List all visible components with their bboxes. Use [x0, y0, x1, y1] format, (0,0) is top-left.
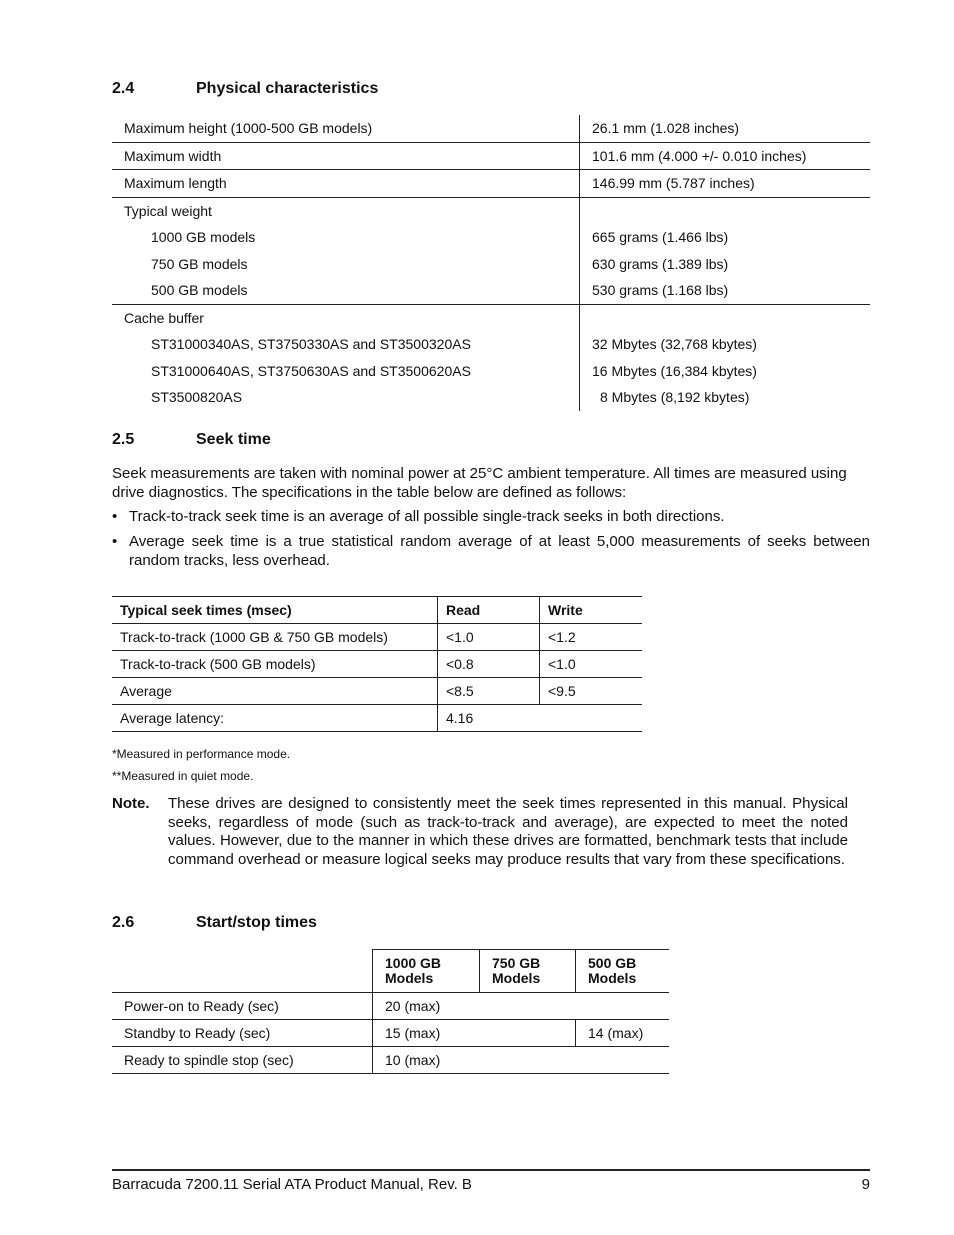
- header-line: 500 GB: [588, 955, 637, 971]
- seek-intro-paragraph: Seek measurements are taken with nominal power at 25°C ambient temperature. All times are measured using drive diagnostics. The specifications in the table below are defined as follows:: [112, 465, 847, 501]
- table-cell: <8.5: [438, 678, 540, 705]
- row-value: 146.99 mm (5.787 inches): [580, 170, 871, 198]
- table-row: [112, 1047, 669, 1074]
- table-row: [112, 197, 870, 224]
- row-label: ST31000640AS, ST3750630AS and ST3500620AS: [112, 358, 580, 385]
- column-header: [480, 950, 576, 993]
- section-heading-startstop: [112, 913, 317, 933]
- row-label: 750 GB models: [112, 251, 580, 278]
- header-line: 750 GB: [492, 955, 541, 971]
- row-label: Maximum height (1000-500 GB models): [112, 115, 580, 142]
- table-cell: Average latency:: [112, 705, 438, 732]
- section-number: 2.5: [112, 431, 135, 448]
- column-header: Typical seek times (msec): [112, 597, 438, 624]
- header-line: Models: [385, 970, 434, 986]
- section-heading-physical: [112, 79, 378, 99]
- table-cell: <0.8: [438, 651, 540, 678]
- bullet-item: [112, 507, 870, 526]
- table-cell: Power-on to Ready (sec): [112, 993, 373, 1020]
- table-row: [112, 304, 870, 331]
- table-cell: <1.2: [540, 624, 643, 651]
- table-header-row: [112, 950, 669, 993]
- row-label: 500 GB models: [112, 277, 580, 304]
- row-value: 16 Mbytes (16,384 kbytes): [592, 362, 757, 379]
- table-cell: 10 (max): [373, 1047, 670, 1074]
- bullet-marker: •: [112, 508, 118, 525]
- section-title: Seek time: [196, 431, 271, 448]
- table-cell: Track-to-track (500 GB models): [112, 651, 438, 678]
- bullet-item: [112, 532, 870, 570]
- header-line: Models: [492, 970, 541, 986]
- section-heading-seek: [112, 430, 271, 450]
- table-row: [112, 142, 870, 170]
- footer-rule: [112, 1169, 870, 1171]
- table-row: [112, 384, 870, 411]
- bullet-text: Track-to-track seek time is an average of all possible single-track seeks in both directions.: [129, 508, 725, 525]
- header-line: 1000 GB: [385, 955, 442, 971]
- table-row: [112, 678, 642, 705]
- table-cell: 20 (max): [373, 993, 670, 1020]
- table-row: [112, 358, 870, 385]
- section-title: Physical characteristics: [196, 80, 379, 97]
- column-header: Read: [438, 597, 540, 624]
- table-row: [112, 331, 870, 358]
- note-block: [112, 795, 848, 869]
- row-value: 665 grams (1.466 lbs): [592, 229, 729, 246]
- section-number: 2.4: [112, 80, 135, 97]
- table-row: [112, 170, 870, 198]
- table-row: [112, 277, 870, 304]
- bullet-marker: •: [112, 533, 118, 550]
- row-value: 530 grams (1.168 lbs): [580, 277, 871, 304]
- table-cell: Ready to spindle stop (sec): [112, 1047, 373, 1074]
- table-cell: <1.0: [540, 651, 643, 678]
- note-text: These drives are designed to consistently meet the seek times represented in this manual. Physical seeks, regardless of mode (such as track-to-track and average), are expected to meet the noted values. However, due to the manner in which these drives are formatted, benchmark tests that include command overhead or measure logical seeks may produce results that vary from these specifications.: [168, 795, 848, 868]
- table-row: [112, 115, 870, 142]
- table-row: [112, 224, 870, 251]
- row-label: ST31000340AS, ST3750330AS and ST3500320AS: [112, 331, 580, 358]
- footer-title: Barracuda 7200.11 Serial ATA Product Manual, Rev. B: [112, 1176, 472, 1193]
- group-label: Cache buffer: [112, 304, 580, 331]
- table-row: [112, 993, 669, 1020]
- table-header-row: [112, 597, 642, 624]
- table-row: [112, 1020, 669, 1047]
- row-value: 26.1 mm (1.028 inches): [580, 115, 871, 142]
- start-stop-times-table: [112, 949, 669, 1074]
- table-cell: Average: [112, 678, 438, 705]
- row-value: 630 grams (1.389 lbs): [592, 255, 729, 272]
- bullet-text: Average seek time is a true statistical random average of at least 5,000 measurements of seeks between random tracks, less overhead.: [129, 533, 870, 569]
- column-header: [373, 950, 480, 993]
- page-number: 9: [861, 1176, 870, 1193]
- row-label: 1000 GB models: [112, 224, 580, 251]
- table-row: [112, 705, 642, 732]
- row-label: ST3500820AS: [112, 384, 580, 411]
- section-number: 2.6: [112, 914, 135, 931]
- column-header: Write: [540, 597, 643, 624]
- table-cell: 15 (max): [373, 1020, 576, 1047]
- table-cell: <1.0: [438, 624, 540, 651]
- column-header: [576, 950, 670, 993]
- row-value: 8 Mbytes (8,192 kbytes): [600, 389, 750, 406]
- table-cell: Standby to Ready (sec): [112, 1020, 373, 1047]
- row-label: Maximum width: [112, 142, 580, 170]
- table-row: [112, 251, 870, 278]
- table-cell: 14 (max): [576, 1020, 670, 1047]
- group-label: Typical weight: [112, 197, 580, 224]
- section-title: Start/stop times: [196, 914, 317, 931]
- seek-times-table: [112, 596, 642, 732]
- table-cell: <9.5: [540, 678, 643, 705]
- row-value: 32 Mbytes (32,768 kbytes): [592, 336, 757, 353]
- table-row: [112, 624, 642, 651]
- footnote: *Measured in performance mode.: [112, 747, 291, 761]
- table-row: [112, 651, 642, 678]
- table-cell: 4.16: [438, 705, 643, 732]
- row-label: Maximum length: [112, 170, 580, 198]
- note-label: Note.: [112, 795, 150, 812]
- row-value: 101.6 mm (4.000 +/- 0.010 inches): [580, 142, 871, 170]
- footnote: **Measured in quiet mode.: [112, 769, 254, 783]
- table-cell: Track-to-track (1000 GB & 750 GB models): [112, 624, 438, 651]
- header-line: Models: [588, 970, 637, 986]
- physical-characteristics-table: [112, 115, 870, 411]
